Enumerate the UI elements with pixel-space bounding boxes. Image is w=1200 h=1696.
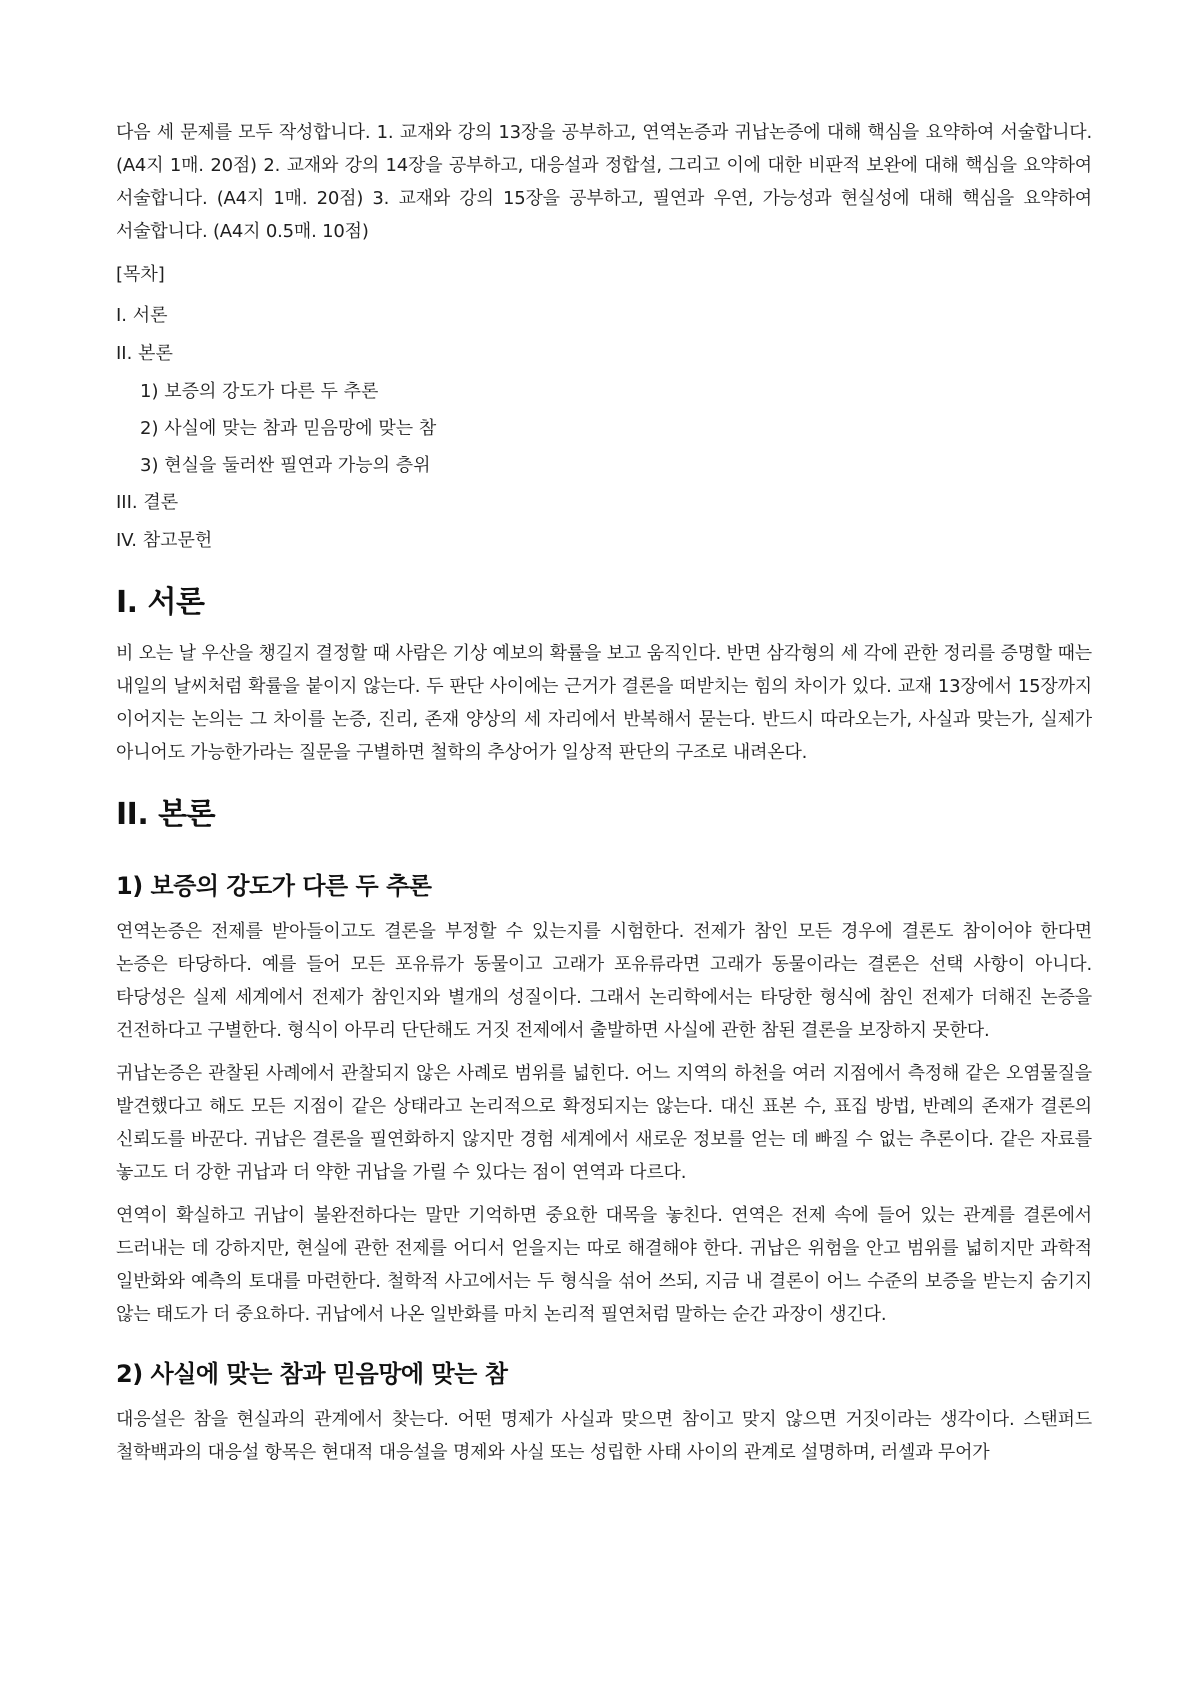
section-heading-body: II. 본론	[116, 797, 216, 832]
toc-item-references: IV. 참고문헌	[116, 530, 213, 551]
body-paragraph: 연역논증은 전제를 받아들이고도 결론을 부정할 수 있는지를 시험한다. 전제가 참인 모든 경우에 결론도 참이어야 한다면 논증은 타당하다. 예를 들어 모든 포유류가 동물이고 고래가 포유류라면 고래가 동물이라는 결론은 선택 사항이 아니다. 타당성은 실제 세계에서 전제가 참인지와 별개의 성질이다. 그래서 논리학에서는 타당한 형식에 참인 전제가 더해진 논증을 건전하다고 구별한다. 형식이 아무리 단단해도 거짓 전제에서 출발하면 사실에 관한 참된 결론을 보장하지 못한다.	[116, 921, 1092, 1041]
section-heading-intro: I. 서론	[116, 585, 205, 620]
toc-item-intro: I. 서론	[116, 305, 168, 326]
intro-paragraph: 비 오는 날 우산을 챙길지 결정할 때 사람은 기상 예보의 확률을 보고 움직인다. 반면 삼각형의 세 각에 관한 정리를 증명할 때는 내일의 날씨처럼 확률을 붙이지 않는다. 두 판단 사이에는 근거가 결론을 떠받치는 힘의 차이가 있다. 교재 13장에서 15장까지 이어지는 논의는 그 차이를 논증, 진리, 존재 양상의 세 자리에서 반복해서 묻는다. 반드시 따라오는가, 사실과 맞는가, 실제가 아니어도 가능한가라는 질문을 구별하면 철학의 추상어가 일상적 판단의 구조로 내려온다.	[116, 643, 1092, 763]
toc-item-conclusion: III. 결론	[116, 492, 179, 513]
body-paragraph: 연역이 확실하고 귀납이 불완전하다는 말만 기억하면 중요한 대목을 놓친다. 연역은 전제 속에 들어 있는 관계를 결론에서 드러내는 데 강하지만, 현실에 관한 전제를 어디서 얻을지는 따로 해결해야 한다. 귀납은 위험을 안고 범위를 넓히지만 과학적 일반화와 예측의 토대를 마련한다. 철학적 사고에서는 두 형식을 섞어 쓰되, 지금 내 결론이 어느 수준의 보증을 받는지 숨기지 않는 태도가 더 중요하다. 귀납에서 나온 일반화를 마치 논리적 필연처럼 말하는 순간 과장이 생긴다.	[116, 1205, 1092, 1325]
toc-title: [목차]	[116, 264, 165, 285]
toc-item-body-1: 1) 보증의 강도가 다른 두 추론	[140, 381, 379, 402]
subsection-heading-2: 2) 사실에 맞는 참과 믿음망에 맞는 참	[116, 1360, 508, 1388]
toc-item-body: II. 본론	[116, 343, 173, 364]
body-paragraph: 대응설은 참을 현실과의 관계에서 찾는다. 어떤 명제가 사실과 맞으면 참이고 맞지 않으면 거짓이라는 생각이다. 스탠퍼드 철학백과의 대응설 항목은 현대적 대응설을 명제와 사실 또는 성립한 사태 사이의 관계로 설명하며, 러셀과 무어가	[116, 1409, 1092, 1463]
toc-item-body-3: 3) 현실을 둘러싼 필연과 가능의 층위	[140, 455, 431, 476]
subsection-heading-1: 1) 보증의 강도가 다른 두 추론	[116, 872, 432, 900]
toc-item-body-2: 2) 사실에 맞는 참과 믿음망에 맞는 참	[140, 418, 437, 439]
body-paragraph: 귀납논증은 관찰된 사례에서 관찰되지 않은 사례로 범위를 넓힌다. 어느 지역의 하천을 여러 지점에서 측정해 같은 오염물질을 발견했다고 해도 모든 지점이 같은 상태라고 논리적으로 확정되지는 않는다. 대신 표본 수, 표집 방법, 반례의 존재가 결론의 신뢰도를 바꾼다. 귀납은 결론을 필연화하지 않지만 경험 세계에서 새로운 정보를 얻는 데 빠질 수 없는 추론이다. 같은 자료를 놓고도 더 강한 귀납과 더 약한 귀납을 가릴 수 있다는 점이 연역과 다르다.	[116, 1063, 1092, 1183]
table-of-contents	[116, 299, 1092, 557]
document-page	[116, 116, 1092, 1479]
assignment-prompt: 다음 세 문제를 모두 작성합니다. 1. 교재와 강의 13장을 공부하고, 연역논증과 귀납논증에 대해 핵심을 요약하여 서술합니다. (A4지 1매. 20점) 2. 교재와 강의 14장을 공부하고, 대응설과 정합설, 그리고 이에 대한 비판적 보완에 대해 핵심을 요약하여 서술합니다. (A4지 1매. 20점) 3. 교재와 강의 15장을 공부하고, 필연과 우연, 가능성과 현실성에 대해 핵심을 요약하여 서술합니다. (A4지 0.5매. 10점)	[116, 122, 1092, 242]
